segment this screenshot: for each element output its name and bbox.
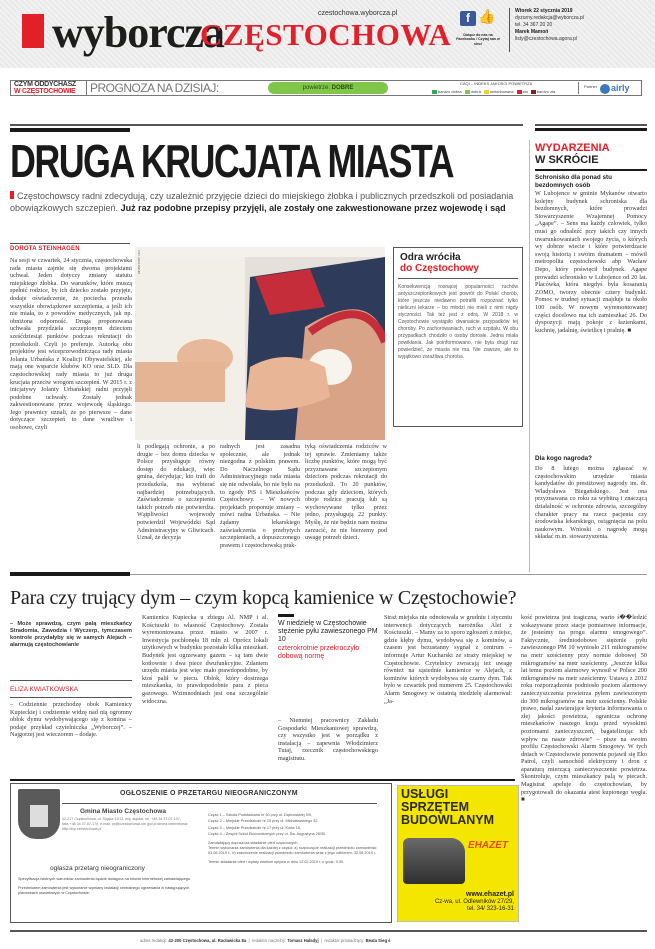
callout-bar — [278, 614, 294, 617]
article-photo — [135, 247, 385, 440]
like-icon[interactable]: 👍 — [478, 10, 496, 25]
legend-item: zła — [517, 89, 528, 94]
construction-ad-title: USŁUGI SPRZĘTEM BUDOWLANYM — [401, 787, 495, 827]
photo-credit: FOT. ARCHIWUM — [137, 250, 141, 274]
author-byline: ELIZA KWIATKOWSKA — [10, 686, 79, 693]
news-title-line2: W SKRÓCIE — [535, 154, 599, 166]
footer-lead-editor: Beata Sieg ś — [365, 938, 391, 943]
construction-url[interactable]: www.ehazet.pl — [466, 891, 514, 898]
sidebox-title[interactable] — [400, 252, 479, 274]
tender-org-address: 42-217 Częstochowa, ul. Śląska 11/13, woj. śląskie, tel. +48 34 37-07-107, faks +48 34 37-07-170, e-mail: zp@czestochowa.um.gov.pl strona internetowa: http://bip.czestochowa.pl — [62, 817, 188, 832]
facebook-icon[interactable]: f — [460, 11, 476, 26]
phone: tel. 34 367 20 20 — [515, 22, 553, 28]
legend-item: umiarkowana — [484, 89, 514, 94]
article-column-4: Straż miejska nie odnotowała w grudniu i styczniu interwencji dotyczących narożnika Alei z Kościuszki. – Mamy za to sporo zgłoszeń z miejsc, gdzie kłęby dymu, wydobywa się z kominów, a czasem jest bezustanny sygnał z centrum – informuje Artur Kucharski ze straży miejskiej w Częstochowie. Czytelnicy zwracają też uwagę również na sąsiednie kamienice w Alejach, z kominów których wydobywa się czarny dym. Tak było w czwartek pod numerem 25. Częstochowski Alarm Smogowy w ostatnią niedzielę alarmował: „Ja- — [384, 614, 512, 705]
partner-logo[interactable]: airly — [600, 82, 638, 94]
caqi-legend — [432, 89, 555, 94]
bullet-marker — [10, 191, 14, 199]
logo-city[interactable]: CZĘSTOCHOWA — [200, 17, 452, 52]
divider — [509, 8, 510, 52]
section-bar — [535, 128, 647, 131]
backhoe-loader-icon — [403, 838, 465, 884]
divider — [10, 779, 515, 781]
swatch-icon — [432, 90, 437, 94]
legend-item: dobra — [465, 89, 481, 94]
divider — [10, 680, 132, 681]
air-title-line1: CZYM ODDYCHASZ — [14, 81, 76, 88]
pull-quote-line1: W niedzielę w Częstochowie stężenie pyłu zawieszonego PM 10 — [278, 620, 378, 644]
divider — [10, 243, 130, 244]
divider — [10, 124, 523, 126]
legend-item: bardzo dobra — [432, 89, 462, 94]
divider — [578, 82, 579, 94]
tender-org: Gmina Miasto Częstochowa — [80, 808, 166, 815]
article-column-1: – Codziennie przechodzę obok Kamienicy Kupieckiej i codziennie widzę nad nią ogromny obłok dymu wydobywającego się z komina – podaje przykład czytelniczka „Wyborczej”. – Najgorzej jest wieczorem – dodaje. — [10, 701, 132, 739]
divider — [86, 81, 87, 95]
news-brief-title — [535, 142, 610, 166]
airly-icon — [600, 84, 610, 94]
second-headline[interactable]: Para czy trujący dym – czym kopcą kamienice w Częstochowie? — [10, 587, 517, 609]
tender-announce: ogłasza przetarg nieograniczony — [50, 865, 145, 872]
swatch-icon — [465, 90, 470, 94]
news-item-1-body: W Lubojence w gminie Mykanów otwarto kolejny budynek schroniska dla bezdomnych, które prowadzi Stowarzyszenie Wzajemnej Pomocy „Agape”. – Sens ma każdy człowiek, tylko musi go odnaleźć przy takich czy innych uwarunkowaniach swojego życia, o których wy dobrze wiecie i które potwierdzacie swoją historią i swoim dramatem – mówił metropolita częstochowski abp Wacław Depo, który poświęcił budynek. Agape prowadzi schronisko w Lubojence od 20 lat. Placówka, która niegdyś była kosaranią ZOMO, tworzy obecnie cztery budynki. Pomoc w trudnej sytuacji znajduje tu około 100 osób. W nowym wyremontowanej części docelowo ma ich zamieszkać 26. Do dyspozycji mają pokoje z łazienkami, kuchnię, jadalnię, świetlicę i pralnię. ■ — [535, 190, 647, 334]
air-status-value: DOBRE — [331, 85, 354, 91]
pull-quote — [278, 620, 378, 661]
article-column-3: – Niemniej pracownicy Zakładu Gospodarki Mieszkaniowej sprawdzą, czy wszystko jest w porządku z instalacją – zapewnia Włodzimierz Tutaj, rzecznik częstochowskiego magistratu. — [278, 717, 378, 762]
tender-note: Termin składania ofert i wpłaty wadium upływa w dniu 12.02.2019 r. o godz. 9:30. — [208, 859, 345, 864]
main-headline[interactable]: DRUGA KRUCJATA MIASTA — [10, 135, 453, 187]
social-caption: Dołącz do nas na Facebooku / Czytaj nas w sieci — [456, 33, 500, 46]
construction-contact — [418, 891, 514, 914]
swatch-icon — [531, 90, 536, 94]
second-lead: – Może sprawdzą, czym palą mieszkańcy Stradomia, Zawodzia i Wyczerp, tymczasem kontrole przydałyby się w samych Alejach – alarmują częstochowianie — [10, 621, 132, 648]
article-column-2: li podlegają ochronie, a po drugie – bez domu dziecka w Polsce przysługuje równy dostęp do edukacji, więc gmina, decydując, kto trafi do przedszkola, ma wybierać najbardziej potrzebujących. Zaświadczenie o szczepieniu takich potrzeb nie potwierdza. Wątpliwości wojewody potwierdził Wojewódzki Sąd Administracyjny w Gliwicach. Uznał, że decyzja — [137, 443, 215, 542]
logo-wyborcza[interactable]: wyborcza — [52, 8, 225, 57]
caqi-legend-title: CAQI – INDEKS JAKOŚCI POWIETRZA — [460, 81, 533, 86]
tender-title: OGŁOSZENIE O PRZETARGU NIEOGRANICZONYM — [120, 790, 298, 797]
air-status-prefix: powietrze: — [302, 85, 330, 91]
divider — [62, 803, 377, 804]
footer-chief-editor: Tomasz Haładyj — [287, 938, 319, 943]
tender-spec: Specyfikacja istotnych warunków zamówienia będzie dostępna na stronie internetowej zamawiającego. Przedmiotem zamówienia jest wykonanie wymiany instalacji centralnego ogrzewania w następujących placówkach oświatowych w Częstochowie: — [18, 877, 192, 896]
logo-red-block — [22, 14, 44, 48]
footer: adres redakcji: 42-200 Częstochowa, ul. Racławicka 8a | redaktor naczelny: Tomasz Haładyj | redaktor prowadzący: Beata Sieg ś — [140, 938, 391, 943]
news-item-2-body: Do 8 lutego można zgłaszać w częstochowskim urzędzie miasta kandydatów do prestiżowej nagrody im. dr. Władysława Biegańskiego. Jest ona przyznawana co roku za wybitną i znaczącą działalność w ochronie zdrowia, szczególny charakter pracy na rzecz pacjenta czy środowiska lekarskiego, osiągnięcia na polu naukowym. Wnioski o nagrodę mogą składać m.in. stowarzyszenia. — [535, 465, 647, 541]
section-bar — [10, 572, 130, 576]
construction-brand: EHAZET — [468, 840, 508, 851]
section-bar — [10, 128, 130, 132]
column-divider — [529, 140, 530, 572]
pull-quote-line2: czterokrotnie przekroczyło dobową normę — [278, 644, 360, 660]
tender-part: Część 2 – Miejskie Przedszkole nr 15 przy ul. Michałowskiego 32, — [208, 819, 319, 824]
construction-address: Cz-wa, ul. Odlewników 27/29, — [434, 898, 514, 905]
forecast-label: PROGNOZA NA DZISIAJ: — [90, 81, 219, 95]
footer-address: 42-200 Częstochowa, ul. Racławicka 8a — [168, 938, 247, 943]
main-lead — [10, 190, 515, 214]
sidebox-title-line2: do Częstochowy — [400, 263, 479, 274]
sidebox-body: Konsekwencją rosnącej popularności ruchów antyszczepionkowych jest powrót do Polski chorób, które jeszcze niedawno potrafili rozpoznać tylko nieliczni lekarze – bo młodzi nie mieli z nimi nigdy styczności. Tak też jest z odrą. W 2018 r. w Częstochowie wystąpiło dwanaście przypadków tej choroby. Po zachorowaniach, ruch w szpitalu. W obu przypadkach chodziło o osoby dorosłe. Jedna miała powikłania. Jak poinformowano, nie była drugi raz powiedzieć, że miasta nie ma. Nie zawsze, ale to wyjątkowo zaraźliwa choroba. — [398, 284, 518, 360]
article-column-3: radnych jest zasadna społecznie, ale jednak niezgodna z polskim prawem. Do Naczelnego Sądu Administracyjnego rada miasta się nie odwołała, bo nie było na to zgody PiS i Mieszkańców Częstochowy. – W nowych projektach proponuje zmiany – mówi radna Urbańska. – Nie żądamy lekarskiego zaświadczenia o przebytych szczepieniach, a dopuszczonego prawem i częstochowską prak- — [220, 443, 300, 549]
news-item-2-title[interactable]: Dla kogo nagroda? — [535, 455, 593, 462]
site-url-link[interactable]: czestochowa.wyborcza.pl — [318, 10, 398, 17]
air-status-badge — [268, 82, 388, 94]
divider — [398, 278, 518, 279]
tender-part: Część 4 – Zespół Szkół Ekonomicznych przy ul. Św. Augustyna 28/30. — [208, 832, 327, 837]
author-byline: DOROTA STEINHAGEN — [10, 246, 80, 252]
contact-email[interactable]: listy@czestochowa.agora.pl — [515, 36, 578, 42]
divider — [10, 930, 647, 932]
tender-note: Zamawiający dopuszcza składanie ofert częściowych. — [208, 840, 299, 845]
legend-item: bardzo zła — [531, 89, 555, 94]
coat-of-arms-icon — [18, 789, 60, 839]
air-quality-title — [14, 81, 84, 95]
air-title-line2: W CZĘSTOCHOWIE — [14, 88, 76, 95]
swatch-icon — [484, 90, 489, 94]
partner-label: Partner — [584, 84, 598, 89]
swatch-icon — [517, 90, 522, 94]
contact-name: Marek Mamoń — [515, 29, 549, 35]
tender-part: Część 1 – Szkoła Podstawowa nr 30 przy ul. Dąbrowskiej 5/9, — [208, 813, 313, 817]
article-column-4: tyką oświadczenia rodziców w tej sprawie. Zmieniamy także liczbę punktów, które mogą być przyznawane szczepionym dzieciom podczas rekrutacji do przedszkoli. To 20 punktów, podczas gdy dzieciom, których oboje rodzice pracują lub są wychowywane tylko przez jedno, przysługują 22 punkty. Myślę, że nie będzie nam można zarzucić, że nie bierzemy pod uwagę potrzeb dzieci. — [305, 443, 387, 542]
divider — [10, 697, 132, 698]
news-item-1-title[interactable]: Schronisko dla ponad stu bezdomnych osób — [535, 174, 612, 189]
tender-parts — [208, 812, 388, 865]
sidebox-title-line1: Odra wróciła — [400, 252, 461, 263]
divider — [535, 169, 647, 171]
construction-phone: tel. 34/ 323-16-31 — [466, 906, 514, 912]
tender-part: Część 3 – Miejskie Przedszkole nr 17 przy ul. Korta 18, — [208, 825, 301, 830]
duty-editor-email[interactable]: dyzurny.redakcja@wyborcza.pl — [515, 15, 584, 21]
article-column-5: kość powietrza jest tragiczna, warto ś��ledzić wskazywane przez stacje pomiarowe informacje, że jesteśmy na progu alarmu smogowego”. Faktycznie, średniodobowe stężenie pyłu zawieszonego PM 10 wyniosło 211 mikrogramów na metr sześcienny przy normie dobowej 50 mikrogramów na metr sześcienny. „Jeszcze kilka lat temu poziom alarmowy wynosił w Polsce 200 mikrogramów na metr sześcienny. Ustawą z 2012 roku rozporządzenie podniosło poziom alarmowy zanieczyszczenia powietrza pyłem zawieszonym do 300 mikrogramów na metr sześcienny. Polskie prawo, nadal zawierające kryteria informowania o złej jakości powietrza, ogranicza ochronę mieszkańców naszego kraju przed wysokimi poziomami zanieczyszczeń, bagatelizując ich wpływ na nasze zdrowie” – pisze na swoim profilu Częstochowski Alarm Smogowy. W tych dniach w Częstochowie ponownie pojawił się Eko Patrol, czyli samochód elektryczny i dron z aparaturą mierzącą zanieczyszczenie powietrza. Skontroluje, czym mieszkańcy palą w piecach. Magistrat apeluje do częstochowian, by przygotowali do okazania atest kupionego węgla. ■ — [521, 614, 647, 804]
lead-normal: Częstochowscy radni zdecydują, czy uzależnić przyjęcie dzieci do miejskiego żłobka i publicznych przedszkoli od posiadania obowiązkowych szczepień. — [10, 191, 514, 213]
issue-date: Wtorek 22 stycznia 2019 — [515, 8, 573, 14]
lead-bold: Już raz podobne przepisy przyjęli, ale zostały one zakwestionowane przez wojewodę i sąd — [120, 203, 506, 213]
contact-info — [515, 8, 584, 43]
article-column-2: Kamienica Kupiecka u zbiegu Al. NMP i al. Kościuszki to własność Częstochowy. Została wyremontowana przez miasto w 2007 r. Inwestycja pochłonęła 18 mln zł. Oprócz lokali użytkowych w budynku pozostało kilka mieszkań. Budynek jest ogrzewany gazem – są tam dwie kotłownie i dwa piece dwufunkcyjne. Zdaniem urzędu miasta jest więc mało prawdopodobne, by ktoś palił w piecu. Obłok, który dostrzega mieszkanka, to prawdopodobnie para z pieca gazowego. Wzimnodniach jest ona szczególnie widoczna. — [142, 614, 268, 705]
tender-note: Termin wykonania zamówienia dla każdej z części: a) rozpoczęcie realizacji przedmiotu zamówienia: 03.06.2019 r., b) zakończenie realizacji przedmiotu zamówienia wraz z jego odbiorem: 30.08.2019 r. — [208, 845, 377, 856]
news-title-line1: WYDARZENIA — [535, 142, 610, 154]
divider — [535, 124, 647, 126]
article-column-1: Na sesji w czwartek, 24 stycznia, częstochowska rada miasta zajmie się dwoma projektami uchwał. Jeden dotyczy zmiany statutu miejskiego żłobka. Do warunków, które muszą spełnić rodzice, by ich dziecko zostało przyjęte, dodaje oświadczenie, że pociecha przeszła wszystkie obowiązkowe szczepienia, a jeśli ich nie miała, to z powodów medycznych, jak np. obniżona odporność. Druga proponowana uchwała przydziela szczepionym dzieciom sześćdziesiąt punktów podczas rekrutacji do przedszkoli. Czyli jo preferuje. Autorką obu projektów jest wiceprzewodnicząca rady miasta Jolanta Urbańska z Koalicji Obywatelskiej, ale mają one wsparcie klubów KO oraz SLD. Dla częstochowskiej rady miasta to już druga krucjata przeciw wrogom szczepień. W 2015 r. z inicjatywy Jolanty Urbańskiej radni przyjęli podobne uchwały. Zostały jednak zakwestionowane przez wojewodę śląskiego. Jego prawnicy uznali, że po pierwsze – dane dotyczące szczepień to dane wrażliwe i osobowe, czyli — [10, 257, 132, 432]
vaccination-photo-icon — [135, 247, 385, 440]
